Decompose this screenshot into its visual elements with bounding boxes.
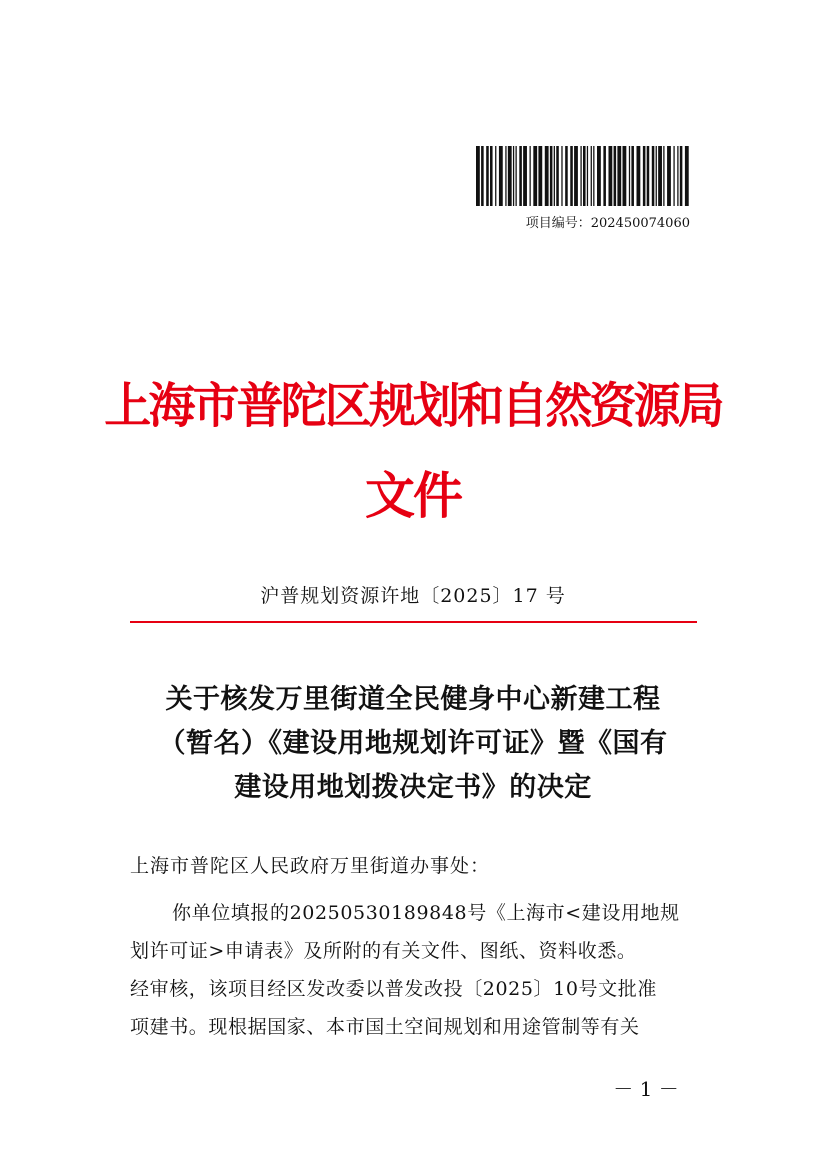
body-paragraph [130,894,700,1046]
decision-title [100,678,726,810]
body-line: 划许可证>申请表》及所附的有关文件、图纸、资料收悉。 [130,940,637,962]
title-line: 关于核发万里街道全民健身中心新建工程 [165,684,661,715]
title-line: 建设用地划拨决定书》的决定 [234,772,592,803]
org-name-letterhead: 上海市普陀区规划和自然资源局 [104,378,722,434]
body-line: 经审核，该项目经区发改委以普发改投〔2025〕10号文批准 [130,978,657,1000]
barcode [476,146,690,206]
page-number: － 1 － [613,1077,679,1101]
red-divider-line [130,621,697,623]
addressee: 上海市普陀区人民政府万里街道办事处： [130,855,491,877]
body-line: 你单位填报的20250530189848号《上海市<建设用地规 [172,902,680,924]
project-number: 项目编号：202450074060 [525,216,690,231]
body-line: 项建书。现根据国家、本市国土空间规划和用途管制等有关 [130,1016,640,1038]
document-type-heading: 文件 [365,466,461,525]
title-line: （暂名）《建设用地规划许可证》暨《国有 [158,728,668,759]
document-number: 沪普规划资源许地〔2025〕17 号 [260,585,566,607]
